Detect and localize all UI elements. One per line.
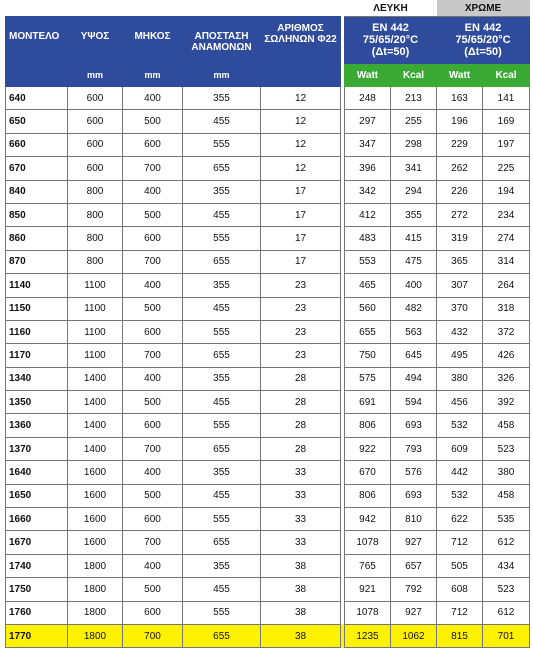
cell-white-kcal: 475 bbox=[391, 250, 437, 273]
cell-chrome-watt: 609 bbox=[437, 437, 483, 460]
cell-model: 670 bbox=[6, 157, 68, 180]
cell-chrome-kcal: 194 bbox=[483, 180, 530, 203]
table-row bbox=[6, 554, 530, 577]
cell-chrome-kcal: 380 bbox=[483, 461, 530, 484]
cell-white-kcal: 255 bbox=[391, 110, 437, 133]
cell-chrome-watt: 712 bbox=[437, 531, 483, 554]
table-row bbox=[6, 531, 530, 554]
cell-chrome-kcal: 274 bbox=[483, 227, 530, 250]
cell-length: 500 bbox=[123, 110, 183, 133]
cell-length: 700 bbox=[123, 157, 183, 180]
cell-spacing: 655 bbox=[183, 344, 261, 367]
cell-chrome-kcal: 535 bbox=[483, 508, 530, 531]
cell-chrome-kcal: 612 bbox=[483, 531, 530, 554]
cell-length: 600 bbox=[123, 320, 183, 343]
cell-height: 1600 bbox=[68, 461, 123, 484]
unit-white-kcal: Kcal bbox=[391, 64, 437, 87]
unit-length: mm bbox=[123, 64, 183, 87]
cell-tubes: 17 bbox=[261, 180, 341, 203]
cell-tubes: 17 bbox=[261, 227, 341, 250]
cell-white-watt: 1235 bbox=[345, 624, 391, 647]
cell-white-watt: 1078 bbox=[345, 531, 391, 554]
table-row bbox=[6, 87, 530, 110]
cell-tubes: 28 bbox=[261, 437, 341, 460]
table-row bbox=[6, 461, 530, 484]
group-white-label: ΛΕΥΚΗ bbox=[345, 0, 437, 17]
cell-tubes: 17 bbox=[261, 203, 341, 226]
cell-tubes: 28 bbox=[261, 414, 341, 437]
unit-spacing: mm bbox=[183, 64, 261, 87]
cell-white-watt: 750 bbox=[345, 344, 391, 367]
cell-height: 800 bbox=[68, 203, 123, 226]
cell-white-kcal: 693 bbox=[391, 484, 437, 507]
cell-length: 600 bbox=[123, 601, 183, 624]
cell-white-watt: 553 bbox=[345, 250, 391, 273]
cell-chrome-kcal: 141 bbox=[483, 87, 530, 110]
cell-tubes: 38 bbox=[261, 578, 341, 601]
cell-model: 1750 bbox=[6, 578, 68, 601]
cell-white-watt: 765 bbox=[345, 554, 391, 577]
cell-model: 1740 bbox=[6, 554, 68, 577]
cell-height: 1600 bbox=[68, 508, 123, 531]
cell-chrome-watt: 532 bbox=[437, 484, 483, 507]
table-row bbox=[6, 601, 530, 624]
cell-length: 500 bbox=[123, 203, 183, 226]
table-row bbox=[6, 578, 530, 601]
table-row bbox=[6, 391, 530, 414]
cell-length: 400 bbox=[123, 87, 183, 110]
cell-spacing: 555 bbox=[183, 133, 261, 156]
cell-white-watt: 942 bbox=[345, 508, 391, 531]
cell-white-kcal: 415 bbox=[391, 227, 437, 250]
cell-length: 600 bbox=[123, 227, 183, 250]
cell-chrome-kcal: 314 bbox=[483, 250, 530, 273]
cell-height: 800 bbox=[68, 250, 123, 273]
cell-white-kcal: 576 bbox=[391, 461, 437, 484]
cell-spacing: 555 bbox=[183, 320, 261, 343]
std-chrome-text: EN 442 75/65/20°C (Δt=50) bbox=[455, 22, 511, 58]
cell-length: 400 bbox=[123, 461, 183, 484]
cell-spacing: 555 bbox=[183, 414, 261, 437]
cell-length: 500 bbox=[123, 484, 183, 507]
cell-white-kcal: 657 bbox=[391, 554, 437, 577]
cell-length: 700 bbox=[123, 531, 183, 554]
cell-chrome-watt: 815 bbox=[437, 624, 483, 647]
cell-chrome-kcal: 458 bbox=[483, 414, 530, 437]
cell-length: 600 bbox=[123, 508, 183, 531]
cell-height: 1400 bbox=[68, 437, 123, 460]
cell-tubes: 38 bbox=[261, 554, 341, 577]
cell-chrome-kcal: 169 bbox=[483, 110, 530, 133]
cell-chrome-kcal: 612 bbox=[483, 601, 530, 624]
cell-chrome-watt: 712 bbox=[437, 601, 483, 624]
cell-height: 600 bbox=[68, 133, 123, 156]
cell-chrome-watt: 432 bbox=[437, 320, 483, 343]
cell-model: 1340 bbox=[6, 367, 68, 390]
table-row bbox=[6, 274, 530, 297]
cell-chrome-kcal: 318 bbox=[483, 297, 530, 320]
cell-height: 1100 bbox=[68, 274, 123, 297]
cell-white-watt: 465 bbox=[345, 274, 391, 297]
cell-white-kcal: 494 bbox=[391, 367, 437, 390]
cell-white-kcal: 400 bbox=[391, 274, 437, 297]
table-row bbox=[6, 110, 530, 133]
cell-chrome-kcal: 372 bbox=[483, 320, 530, 343]
cell-height: 1400 bbox=[68, 414, 123, 437]
cell-white-kcal: 793 bbox=[391, 437, 437, 460]
table-row bbox=[6, 344, 530, 367]
cell-length: 700 bbox=[123, 250, 183, 273]
cell-tubes: 23 bbox=[261, 297, 341, 320]
unit-height: mm bbox=[68, 64, 123, 87]
cell-white-kcal: 927 bbox=[391, 601, 437, 624]
cell-height: 600 bbox=[68, 87, 123, 110]
unit-chrome-watt: Watt bbox=[437, 64, 483, 87]
cell-model: 840 bbox=[6, 180, 68, 203]
cell-chrome-kcal: 392 bbox=[483, 391, 530, 414]
cell-length: 400 bbox=[123, 367, 183, 390]
cell-white-watt: 1078 bbox=[345, 601, 391, 624]
cell-chrome-kcal: 458 bbox=[483, 484, 530, 507]
header-length: ΜΗΚΟΣ bbox=[123, 17, 183, 64]
cell-tubes: 23 bbox=[261, 344, 341, 367]
cell-model: 1170 bbox=[6, 344, 68, 367]
cell-height: 800 bbox=[68, 227, 123, 250]
cell-spacing: 655 bbox=[183, 624, 261, 647]
cell-length: 700 bbox=[123, 437, 183, 460]
cell-height: 1100 bbox=[68, 320, 123, 343]
cell-model: 1640 bbox=[6, 461, 68, 484]
table-row bbox=[6, 180, 530, 203]
cell-chrome-kcal: 523 bbox=[483, 578, 530, 601]
cell-white-kcal: 298 bbox=[391, 133, 437, 156]
cell-chrome-watt: 505 bbox=[437, 554, 483, 577]
cell-chrome-watt: 262 bbox=[437, 157, 483, 180]
table-body bbox=[6, 87, 530, 648]
cell-spacing: 455 bbox=[183, 110, 261, 133]
cell-tubes: 28 bbox=[261, 391, 341, 414]
table-row bbox=[6, 157, 530, 180]
cell-spacing: 455 bbox=[183, 203, 261, 226]
header-std-chrome bbox=[437, 17, 530, 64]
cell-model: 860 bbox=[6, 227, 68, 250]
cell-chrome-watt: 226 bbox=[437, 180, 483, 203]
cell-chrome-watt: 622 bbox=[437, 508, 483, 531]
cell-white-watt: 806 bbox=[345, 484, 391, 507]
cell-model: 1660 bbox=[6, 508, 68, 531]
cell-height: 1800 bbox=[68, 578, 123, 601]
cell-chrome-watt: 163 bbox=[437, 87, 483, 110]
cell-height: 600 bbox=[68, 157, 123, 180]
cell-height: 1400 bbox=[68, 367, 123, 390]
cell-spacing: 655 bbox=[183, 531, 261, 554]
cell-white-kcal: 213 bbox=[391, 87, 437, 110]
cell-chrome-kcal: 264 bbox=[483, 274, 530, 297]
cell-white-kcal: 927 bbox=[391, 531, 437, 554]
cell-spacing: 655 bbox=[183, 157, 261, 180]
cell-white-kcal: 792 bbox=[391, 578, 437, 601]
cell-height: 1100 bbox=[68, 344, 123, 367]
cell-spacing: 555 bbox=[183, 601, 261, 624]
cell-tubes: 33 bbox=[261, 531, 341, 554]
cell-spacing: 555 bbox=[183, 227, 261, 250]
cell-white-kcal: 693 bbox=[391, 414, 437, 437]
cell-chrome-watt: 229 bbox=[437, 133, 483, 156]
cell-tubes: 28 bbox=[261, 367, 341, 390]
cell-tubes: 38 bbox=[261, 601, 341, 624]
table-row bbox=[6, 437, 530, 460]
table-row bbox=[6, 320, 530, 343]
cell-tubes: 17 bbox=[261, 250, 341, 273]
table-row bbox=[6, 250, 530, 273]
cell-white-watt: 560 bbox=[345, 297, 391, 320]
cell-height: 800 bbox=[68, 180, 123, 203]
cell-chrome-watt: 495 bbox=[437, 344, 483, 367]
cell-chrome-watt: 272 bbox=[437, 203, 483, 226]
cell-model: 660 bbox=[6, 133, 68, 156]
cell-chrome-kcal: 326 bbox=[483, 367, 530, 390]
header-tubes-text: ΑΡΙΘΜΟΣ ΣΩΛΗΝΩΝ Φ22 bbox=[264, 23, 337, 45]
cell-spacing: 355 bbox=[183, 461, 261, 484]
header-tubes bbox=[261, 17, 341, 64]
cell-chrome-kcal: 234 bbox=[483, 203, 530, 226]
table-row bbox=[6, 133, 530, 156]
cell-model: 1150 bbox=[6, 297, 68, 320]
cell-white-watt: 922 bbox=[345, 437, 391, 460]
table-row bbox=[6, 414, 530, 437]
cell-white-watt: 342 bbox=[345, 180, 391, 203]
cell-length: 400 bbox=[123, 180, 183, 203]
cell-spacing: 355 bbox=[183, 274, 261, 297]
cell-white-watt: 412 bbox=[345, 203, 391, 226]
cell-chrome-watt: 380 bbox=[437, 367, 483, 390]
cell-model: 1160 bbox=[6, 320, 68, 343]
cell-white-watt: 691 bbox=[345, 391, 391, 414]
cell-white-watt: 396 bbox=[345, 157, 391, 180]
group-chrome-label: ΧΡΩΜΕ bbox=[437, 0, 530, 17]
cell-model: 640 bbox=[6, 87, 68, 110]
cell-white-watt: 670 bbox=[345, 461, 391, 484]
cell-tubes: 23 bbox=[261, 320, 341, 343]
cell-chrome-watt: 307 bbox=[437, 274, 483, 297]
cell-tubes: 33 bbox=[261, 508, 341, 531]
cell-model: 650 bbox=[6, 110, 68, 133]
table-row bbox=[6, 508, 530, 531]
cell-tubes: 12 bbox=[261, 110, 341, 133]
cell-tubes: 38 bbox=[261, 624, 341, 647]
cell-model: 1670 bbox=[6, 531, 68, 554]
cell-tubes: 12 bbox=[261, 157, 341, 180]
cell-length: 700 bbox=[123, 344, 183, 367]
cell-white-kcal: 482 bbox=[391, 297, 437, 320]
cell-length: 600 bbox=[123, 414, 183, 437]
cell-spacing: 355 bbox=[183, 554, 261, 577]
cell-tubes: 12 bbox=[261, 87, 341, 110]
cell-tubes: 23 bbox=[261, 274, 341, 297]
cell-spacing: 455 bbox=[183, 484, 261, 507]
cell-length: 400 bbox=[123, 554, 183, 577]
cell-model: 1370 bbox=[6, 437, 68, 460]
cell-length: 500 bbox=[123, 297, 183, 320]
cell-spacing: 555 bbox=[183, 508, 261, 531]
cell-tubes: 12 bbox=[261, 133, 341, 156]
cell-white-watt: 921 bbox=[345, 578, 391, 601]
cell-white-kcal: 645 bbox=[391, 344, 437, 367]
cell-height: 600 bbox=[68, 110, 123, 133]
cell-white-watt: 347 bbox=[345, 133, 391, 156]
cell-model: 870 bbox=[6, 250, 68, 273]
cell-chrome-watt: 370 bbox=[437, 297, 483, 320]
cell-length: 600 bbox=[123, 133, 183, 156]
cell-model: 1760 bbox=[6, 601, 68, 624]
table-row bbox=[6, 297, 530, 320]
cell-chrome-watt: 608 bbox=[437, 578, 483, 601]
cell-chrome-watt: 442 bbox=[437, 461, 483, 484]
cell-white-kcal: 1062 bbox=[391, 624, 437, 647]
cell-chrome-watt: 196 bbox=[437, 110, 483, 133]
cell-spacing: 355 bbox=[183, 180, 261, 203]
cell-model: 1650 bbox=[6, 484, 68, 507]
unit-white-watt: Watt bbox=[345, 64, 391, 87]
header-spacing bbox=[183, 17, 261, 64]
header-std-white bbox=[345, 17, 437, 64]
table-row bbox=[6, 624, 530, 647]
cell-spacing: 355 bbox=[183, 367, 261, 390]
std-white-text: EN 442 75/65/20°C (Δt=50) bbox=[362, 22, 419, 58]
cell-white-kcal: 563 bbox=[391, 320, 437, 343]
header-model: ΜΟΝΤΕΛΟ bbox=[6, 17, 68, 64]
header-spacing-text: ΑΠΟΣΤΑΣΗ ΑΝΑΜΟΝΩΝ bbox=[191, 31, 252, 53]
cell-chrome-watt: 532 bbox=[437, 414, 483, 437]
cell-spacing: 655 bbox=[183, 250, 261, 273]
table-row bbox=[6, 367, 530, 390]
cell-height: 1800 bbox=[68, 554, 123, 577]
cell-height: 1600 bbox=[68, 484, 123, 507]
cell-height: 1100 bbox=[68, 297, 123, 320]
cell-chrome-kcal: 197 bbox=[483, 133, 530, 156]
cell-length: 400 bbox=[123, 274, 183, 297]
radiator-spec-table bbox=[5, 0, 530, 648]
cell-white-watt: 575 bbox=[345, 367, 391, 390]
cell-tubes: 33 bbox=[261, 484, 341, 507]
cell-chrome-kcal: 426 bbox=[483, 344, 530, 367]
cell-height: 1400 bbox=[68, 391, 123, 414]
cell-white-kcal: 294 bbox=[391, 180, 437, 203]
cell-model: 1360 bbox=[6, 414, 68, 437]
cell-height: 1800 bbox=[68, 601, 123, 624]
table-row bbox=[6, 227, 530, 250]
cell-length: 500 bbox=[123, 391, 183, 414]
cell-length: 700 bbox=[123, 624, 183, 647]
cell-white-kcal: 355 bbox=[391, 203, 437, 226]
cell-spacing: 455 bbox=[183, 391, 261, 414]
cell-model: 1140 bbox=[6, 274, 68, 297]
cell-chrome-watt: 319 bbox=[437, 227, 483, 250]
cell-model: 1350 bbox=[6, 391, 68, 414]
cell-white-watt: 297 bbox=[345, 110, 391, 133]
cell-white-kcal: 341 bbox=[391, 157, 437, 180]
cell-model: 1770 bbox=[6, 624, 68, 647]
cell-white-watt: 483 bbox=[345, 227, 391, 250]
cell-spacing: 655 bbox=[183, 437, 261, 460]
cell-model: 850 bbox=[6, 203, 68, 226]
cell-chrome-kcal: 434 bbox=[483, 554, 530, 577]
cell-chrome-kcal: 523 bbox=[483, 437, 530, 460]
table-row bbox=[6, 484, 530, 507]
cell-white-kcal: 594 bbox=[391, 391, 437, 414]
table-row bbox=[6, 203, 530, 226]
cell-spacing: 455 bbox=[183, 297, 261, 320]
cell-chrome-kcal: 701 bbox=[483, 624, 530, 647]
unit-chrome-kcal: Kcal bbox=[483, 64, 530, 87]
header-height: ΥΨΟΣ bbox=[68, 17, 123, 64]
cell-height: 1600 bbox=[68, 531, 123, 554]
cell-length: 500 bbox=[123, 578, 183, 601]
cell-chrome-watt: 365 bbox=[437, 250, 483, 273]
cell-white-watt: 655 bbox=[345, 320, 391, 343]
cell-white-watt: 806 bbox=[345, 414, 391, 437]
cell-tubes: 33 bbox=[261, 461, 341, 484]
cell-chrome-kcal: 225 bbox=[483, 157, 530, 180]
cell-chrome-watt: 456 bbox=[437, 391, 483, 414]
cell-spacing: 455 bbox=[183, 578, 261, 601]
cell-white-watt: 248 bbox=[345, 87, 391, 110]
cell-spacing: 355 bbox=[183, 87, 261, 110]
cell-white-kcal: 810 bbox=[391, 508, 437, 531]
cell-height: 1800 bbox=[68, 624, 123, 647]
